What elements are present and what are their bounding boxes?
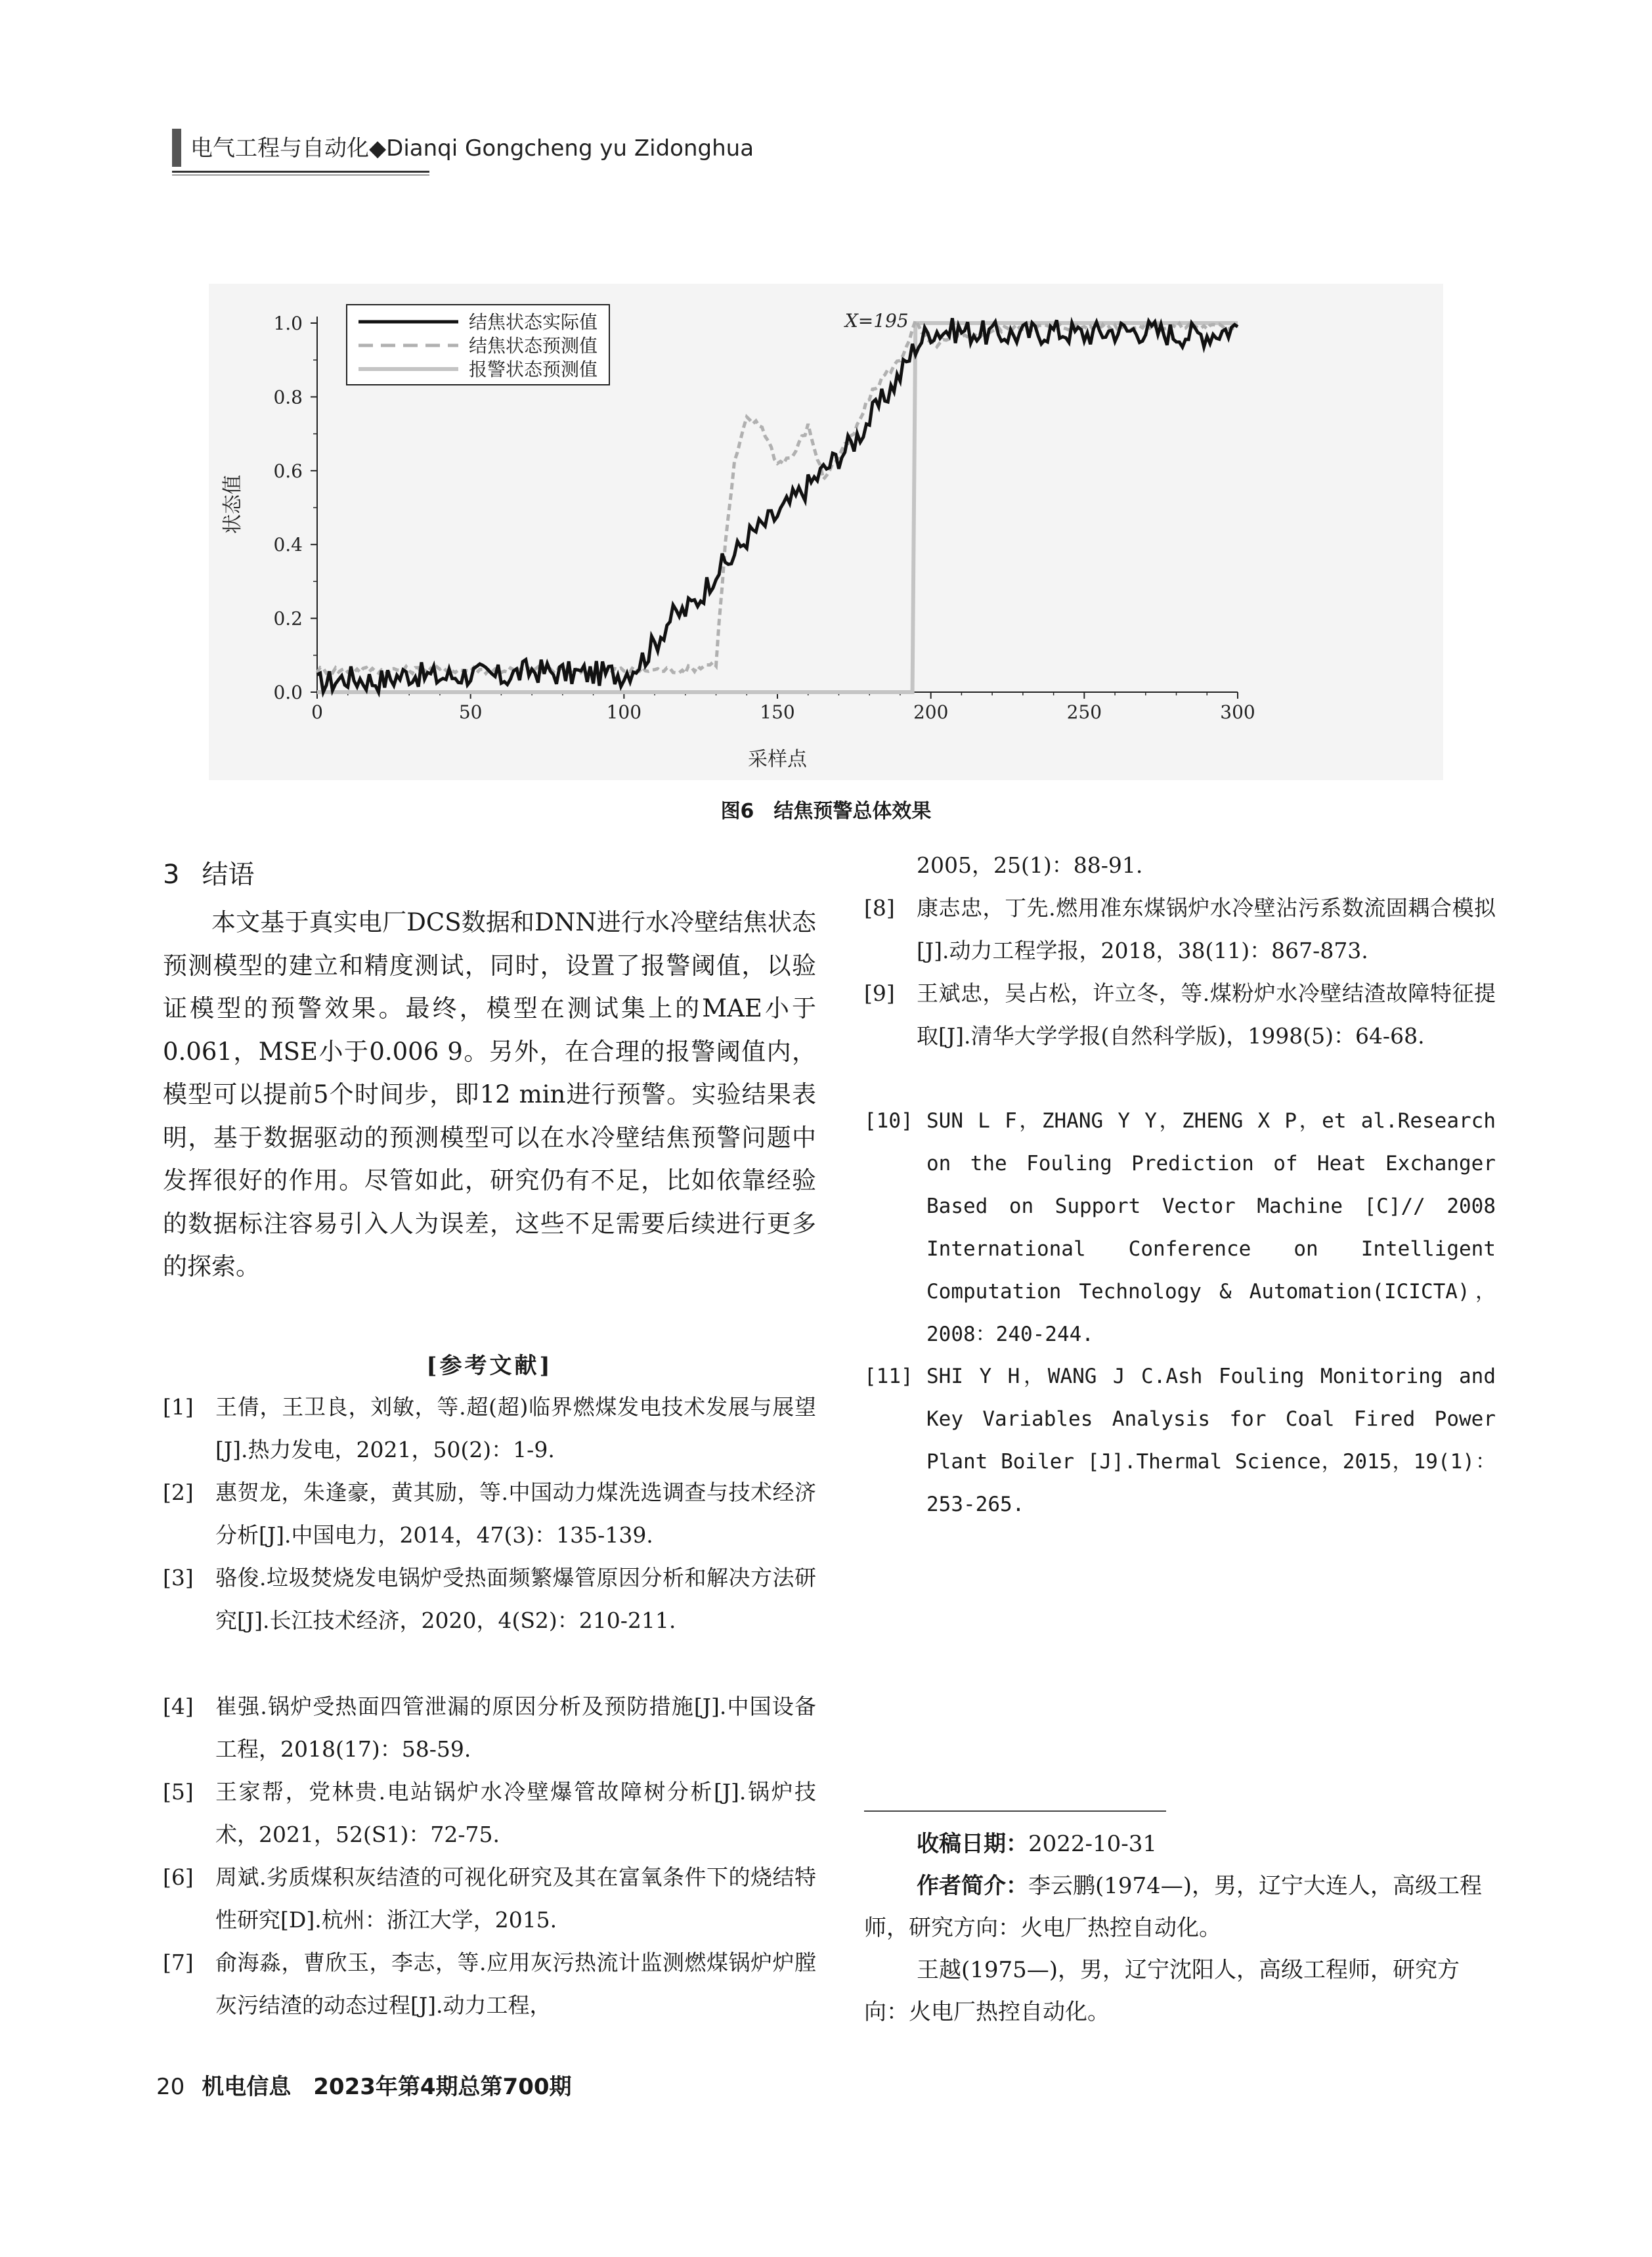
reference-number: [7] (163, 1950, 194, 1975)
reference-number: [1] (163, 1394, 194, 1420)
reference-number: [10] (864, 1109, 913, 1133)
y-tick-label: 1.0 (273, 313, 303, 334)
reference-item (864, 844, 1496, 887)
reference-item (163, 1941, 816, 2027)
page-footer (156, 2069, 572, 2101)
reference-text: 俞海淼，曹欣玉，李志，等.应用灰污热流计监测燃煤锅炉炉膛灰污结渣的动态过程[J].动力工程， (215, 1950, 816, 2018)
section-heading (163, 854, 254, 891)
author-intro-text: 李云鹏(1974—)，男，辽宁大连人，高级工程师，研究方向：火电厂热控自动化。 (864, 1873, 1483, 1941)
x-tick-label: 200 (913, 701, 949, 723)
reference-item (163, 1770, 816, 1856)
legend-label: 结焦状态实际值 (469, 311, 598, 333)
reference-text: 崔强.锅炉受热面四管泄漏的原因分析及预防措施[J].中国设备工程，2018(17)：58-59. (215, 1694, 816, 1762)
reference-item (163, 1685, 816, 1770)
footnote-rule (864, 1810, 1166, 1812)
received-value: 2022-10-31 (1028, 1831, 1158, 1857)
reference-text: 王家帮，党林贵.电站锅炉水冷壁爆管故障树分析[J].锅炉技术，2021，52(S1)：72-75. (215, 1779, 816, 1847)
reference-text: 骆俊.垃圾焚烧发电锅炉受热面频繁爆管原因分析和解决方法研究[J].长江技术经济，2020，4(S2)：210-211. (215, 1565, 816, 1633)
references-title: [参考文献] (426, 1353, 553, 1379)
x-tick-label: 150 (760, 701, 795, 723)
reference-number: [4] (163, 1694, 194, 1719)
reference-item (163, 1556, 816, 1642)
reference-item (864, 1100, 1496, 1356)
figure-caption: 图6 结焦预警总体效果 (720, 800, 932, 823)
x-tick-label: 50 (458, 701, 483, 723)
y-axis-label: 状态值 (221, 475, 244, 534)
reference-number: [2] (163, 1479, 194, 1505)
y-tick-label: 0.6 (273, 460, 303, 482)
reference-text: 周斌.劣质煤积灰结渣的可视化研究及其在富氧条件下的烧结特性研究[D].杭州：浙江大学，2015. (215, 1864, 816, 1933)
reference-number: [3] (163, 1565, 194, 1590)
reference-text: 王倩，王卫良，刘敏，等.超(超)临界燃煤发电技术发展与展望[J].热力发电，2021，50(2)：1-9. (215, 1394, 816, 1462)
chart (209, 284, 1443, 780)
reference-item (163, 1386, 816, 1471)
y-tick-label: 0.0 (273, 682, 303, 703)
x-tick-label: 0 (311, 701, 323, 723)
reference-item (163, 1471, 816, 1556)
reference-text: 2005，25(1)：88-91. (917, 852, 1143, 878)
reference-item (864, 972, 1496, 1057)
reference-text: 康志忠，丁先.燃用准东煤锅炉水冷壁沾污系数流固耦合模拟[J].动力工程学报，2018，38(11)：867-873. (917, 895, 1496, 963)
header-text: 电气工程与自动化◆Dianqi Gongcheng yu Zidonghua (190, 135, 754, 162)
x-tick-label: 250 (1066, 701, 1102, 723)
reference-text: SHI Y H，WANG J C.Ash Fouling Monitoring and Key Variables Analysis for Coal Fired Power Plant Boiler [J].Thermal Science，2015，19(1)：253-265. (926, 1365, 1496, 1516)
y-tick-label: 0.2 (273, 607, 303, 630)
reference-number: [9] (864, 980, 895, 1006)
received-date (864, 1823, 1496, 1865)
y-tick-label: 0.4 (273, 534, 303, 556)
journal-issue: 机电信息 2023年第4期总第700期 (202, 2074, 572, 2100)
reference-item (163, 1856, 816, 1941)
reference-item (864, 1355, 1496, 1526)
author-intro-label: 作者简介： (917, 1873, 1028, 1899)
received-label: 收稿日期： (917, 1831, 1028, 1857)
header-rule (172, 171, 429, 173)
header-bar (172, 129, 181, 167)
x-tick-label: 100 (606, 701, 642, 723)
legend-label: 结焦状态预测值 (469, 335, 598, 357)
y-tick-label: 0.8 (273, 386, 303, 408)
reference-number: [11] (864, 1365, 913, 1388)
x-axis-label: 采样点 (748, 748, 807, 771)
annotation-label: X=195 (844, 310, 909, 332)
reference-number: [5] (163, 1779, 194, 1805)
section-title: 结语 (202, 860, 255, 890)
legend-label: 报警状态预测值 (469, 359, 598, 380)
reference-text: 惠贺龙，朱逢豪，黄其励，等.中国动力煤洗选调查与技术经济分析[J].中国电力，2014，47(3)：135-139. (215, 1479, 816, 1548)
reference-number: [8] (864, 895, 895, 921)
reference-text: 王斌忠，吴占松，许立冬，等.煤粉炉水冷壁结渣故障特征提取[J].清华大学学报(自然科学版)，1998(5)：64-68. (917, 980, 1496, 1049)
reference-number: [6] (163, 1864, 194, 1890)
reference-item (864, 887, 1496, 972)
second-author: 王越(1975—)，男，辽宁沈阳人，高级工程师，研究方向：火电厂热控自动化。 (864, 1957, 1460, 2025)
section-number: 3 (163, 860, 180, 890)
author-intro (864, 1865, 1496, 1949)
x-tick-label: 300 (1220, 701, 1255, 723)
page-number: 20 (156, 2074, 185, 2100)
conclusion-paragraph: 本文基于真实电厂DCS数据和DNN进行水冷壁结焦状态预测模型的建立和精度测试，同时，设置了报警阈值，以验证模型的预警效果。最终，模型在测试集上的MAE小于0.061，MSE小于0.006 9。另外，在合理的报警阈值内，模型可以提前5个时间步，即12 min进行预警。实验结果表明，基于数据驱动的预测模型可以在水冷壁结焦预警问题中发挥很好的作用。尽管如此，研究仍有不足，比如依靠经验的数据标注容易引入人为误差，这些不足需要后续进行更多的探索。 (163, 908, 816, 1281)
reference-text: SUN L F，ZHANG Y Y，ZHENG X P，et al.Research on the Fouling Prediction of Heat Exchanger Based on Support Vector Machine [C]// 2008 International Conference on Intelligent Computation Technology & Automation(ICICTA)，2008：240-244. (926, 1109, 1496, 1346)
